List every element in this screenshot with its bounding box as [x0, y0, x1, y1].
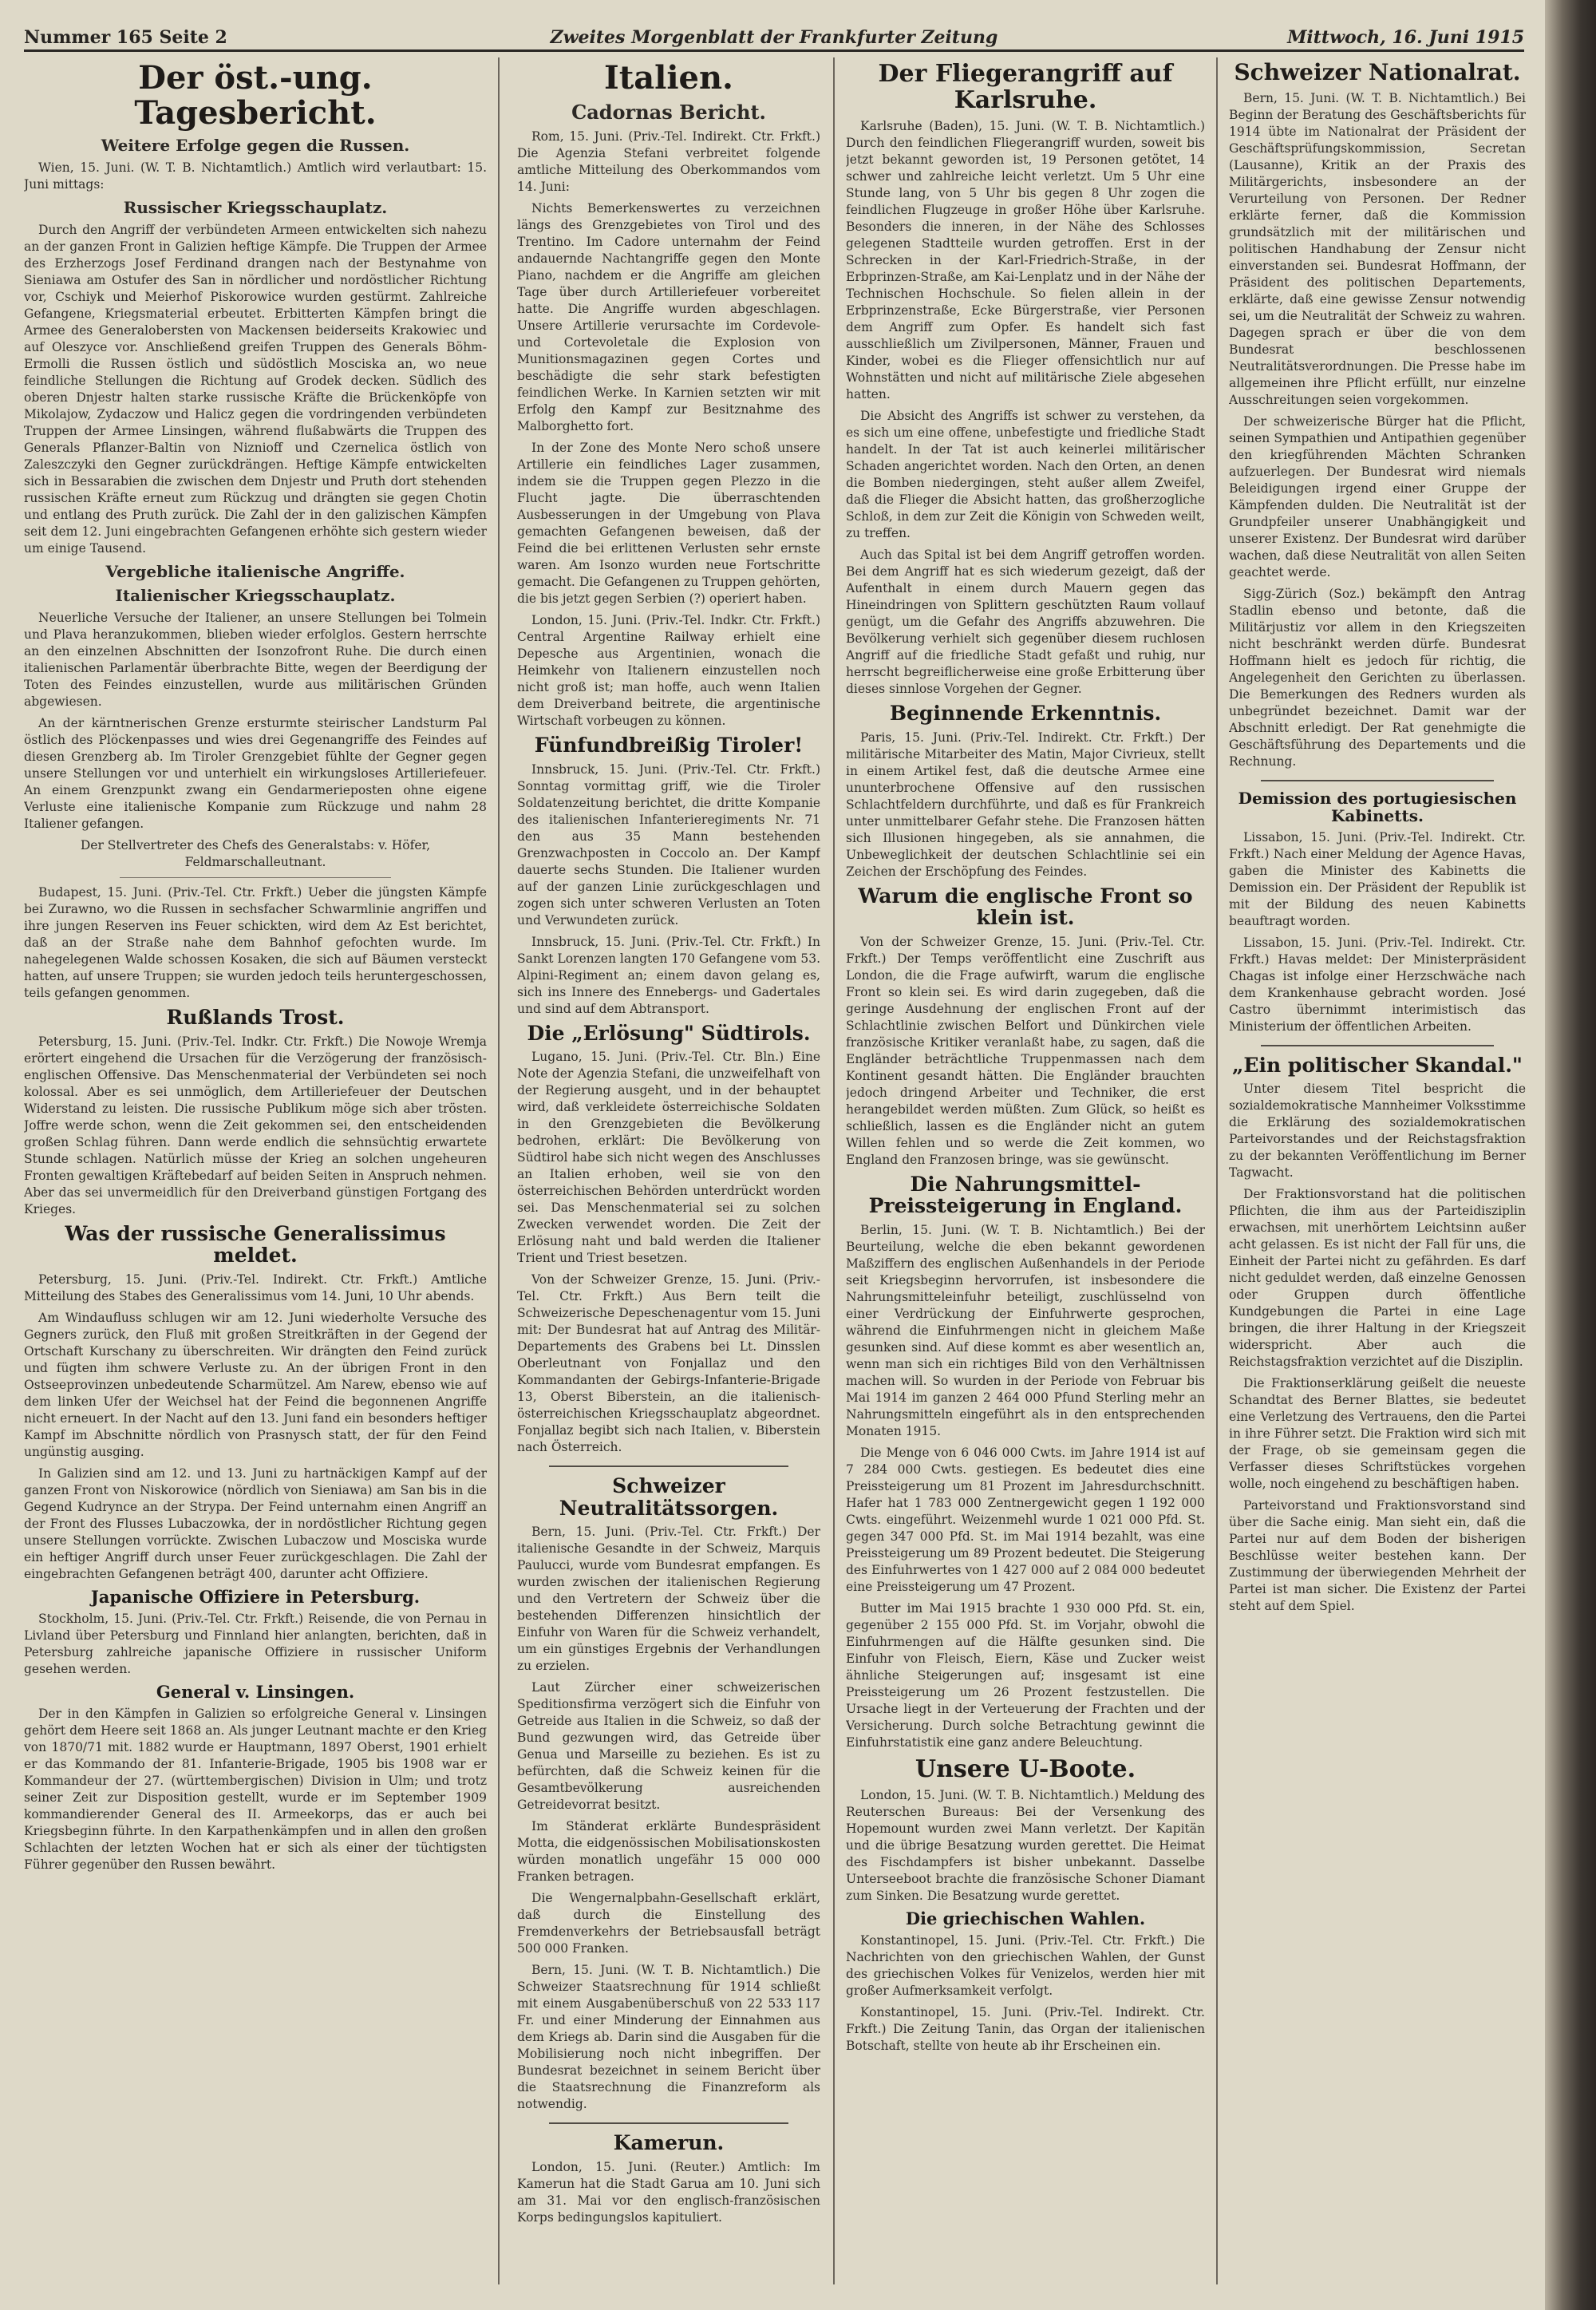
- article-text: Nichts Bemerkenswertes zu verzeichnen längs des Grenzgebietes von Tirol und des Trentino. Im Cadore unternahm der Feind andauernde Nachtangriffe gegen den Monte Piano, nachdem er die Angriffe am gleichen Tage über durch Artilleriefeuer vorbereitet hatte. Die Angriffe wurden abgeschlagen. Unsere Artillerie verursachte im Cordevole- und Cortevoletale die Explosion von Munitionsmagazinen gegen Cortes und beschädigte die sehr stark befestigten feindlichen Werke. In Karnien setzten wir mit Erfolg den Kampf zur Besitznahme des Malborghetto fort.: [517, 201, 820, 433]
- article-subtitle: Cadornas Bericht.: [571, 101, 766, 124]
- article-text: In Galizien sind am 12. und 13. Juni zu hartnäckigen Kampf auf der ganzen Front von Niskorowice (nördlich von Sieniawa) am San bis in die Gegend Kudrynce an der Strypa. Der Feind unternahm einen Angriff an der Front des Flusses Lubaczowka, der in nordöstlicher Richtung gegen unsere Stellungen vorrückte. Zwischen Lubaczow und Mosciska wurde ein heftiger Angriff durch unser Feuer zurückgeschlagen. Die Zahl der eingebrachten Gefangenen beträgt 400, darunter acht Offiziere.: [24, 1466, 487, 1581]
- article-text: Im Ständerat erklärte Bundespräsident Motta, die eidgenössischen Mobilisationskosten würden monatlich ungefähr 15 000 000 Franken betragen.: [517, 1819, 820, 1884]
- signature: Der Stellvertreter des Chefs des Generalstabs: v. Höfer, Feldmarschalleutnant.: [80, 838, 431, 869]
- ornament-divider: [1261, 1045, 1494, 1046]
- ornament-divider: [549, 2122, 788, 2124]
- article-text: Innsbruck, 15. Juni. (Priv.-Tel. Ctr. Frkft.) In Sankt Lorenzen langten 170 Gefangene vom 53. Alpini-Regiment an; einem davon gelang es, sich ins Innere des Ennebergs- und Gadertales und sind auf dem Abtransport.: [517, 934, 820, 1016]
- article-text: Petersburg, 15. Juni. (Priv.-Tel. Indirekt. Ctr. Frkft.) Amtliche Mitteilung des Stabes des Generalissimus vom 14. Juni, 10 Uhr abends.: [24, 1272, 487, 1303]
- article-title: Die griechischen Wahlen.: [905, 1908, 1146, 1928]
- article-text: Sigg-Zürich (Soz.) bekämpft den Antrag Stadlin ebenso und betonte, daß die Militärjustiz vor allem in den Kriegszeiten nicht beschränkt werden dürfe. Bundesrat Hoffmann hielt es jedoch für richtig, die Angelegenheit den Gerichten zu überlassen. Die Bemerkungen des Redners wurden als unbegründet bezeichnet. Damit war der Abschnitt erledigt. Der Rat genehmigte die Geschäftsführung des Departements und die Rechnung.: [1229, 586, 1526, 769]
- column-3: [846, 57, 1205, 2284]
- article-text: Der in den Kämpfen in Galizien so erfolgreiche General v. Linsingen gehört dem Heere seit 1868 an. Als junger Leutnant machte er den Krieg von 1870/71 mit. 1882 wurde er Hauptmann, 1897 Oberst, 1901 erhielt er das Kommando der 81. Infanterie-Brigade, 1905 bis 1908 war er Kommandeur der 27. (württembergischen) Division in Ulm; und trotz seiner Zeit zur Disposition gestellt, wurde er im September 1909 kommandierender General des II. Armeekorps, das er auch bei Kriegsbeginn führte. In den Karpathenkämpfen und in allen den großen Schlachten der letzten Wochen hat er sich als einer der tüchtigsten Führer gegenüber den Russen bewährt.: [24, 1706, 487, 1872]
- article-title: Beginnende Erkenntnis.: [889, 702, 1162, 725]
- article-title: Kamerun.: [613, 2131, 725, 2154]
- article-title: Der Fliegerangriff auf Karlsruhe.: [878, 60, 1173, 114]
- article-text: Lissabon, 15. Juni. (Priv.-Tel. Indirekt. Ctr. Frkft.) Havas meldet: Der Ministerpräsident Chagas ist infolge einer Herzschwäche nach dem Krankenhause gebracht worden. José Castro übernimmt interimistisch das Ministerium der öffentlichen Arbeiten.: [1229, 935, 1526, 1034]
- article-text: Die Wengernalpbahn-Gesellschaft erklärt, daß durch die Einstellung des Fremdenverkehrs der Betriebsausfall beträgt 500 000 Franken.: [517, 1891, 820, 1956]
- article-subtitle: Weitere Erfolge gegen die Russen.: [101, 136, 410, 155]
- article-text: Budapest, 15. Juni. (Priv.-Tel. Ctr. Frkft.) Ueber die jüngsten Kämpfe bei Zurawno, wo die Russen in sechsfacher Schwarmlinie angriffen und ihre jungen Reserven ins Feuer schickten, wird dem Az Est berichtet, daß an der Straße nahe dem Bahnhof gefochten wurde. Im nahegelegenen Walde schossen Kosaken, die sich auf Bäumen versteckt hatten, auf unsere Truppen; sie wurden jedoch teils heruntergeschossen, teils gefangen genommen.: [24, 885, 487, 1000]
- article-text: London, 15. Juni. (W. T. B. Nichtamtlich.) Meldung des Reuterschen Bureaus: Bei der Versenkung des Hopemount wurden zwei Mann verletzt. Der Kapitän und die übrige Besatzung wurden gerettet. Die Heimat des Fischdampfers ist bisher unbekannt. Dasselbe Unterseeboot brachte die französische Schoner Diamant zum Sinken. Die Besatzung wurde gerettet.: [846, 1787, 1205, 1903]
- column-1: [24, 57, 487, 2284]
- column-4: [1229, 57, 1526, 2284]
- article-title: „Ein politischer Skandal.": [1232, 1053, 1523, 1077]
- article-text: Paris, 15. Juni. (Priv.-Tel. Indirekt. Ctr. Frkft.) Der militärische Mitarbeiter des Matin, Major Civrieux, stellt in einem Artikel fest, daß die deutsche Armee eine ununterbrochene Offensive auf den russischen Schlachtfeldern durchführte, und daß es für Frankreich unter unmittelbarer Gefahr stehe. Die Franzosen hätten sich Illusionen hingegeben, als sie annahmen, die Unbeweglichkeit der deutschen Schlachtlinie sei ein Zeichen der Erschöpfung des Feindes.: [846, 730, 1205, 879]
- article-text: Der schweizerische Bürger hat die Pflicht, seinen Sympathien und Antipathien gegenüber den kriegführenden Mächten Schranken aufzuerlegen. Der Bundesrat wird niemals Beleidigungen irgend einer Gruppe der Kämpfenden dulden. Die Neutralität ist der Grundpfeiler unserer Unabhängigkeit und unserer Existenz. Der Bundesrat wird darüber wachen, daß diese Neutralität von allen Seiten geachtet werde.: [1229, 413, 1526, 579]
- article-subtitle: Vergebliche italienische Angriffe.: [105, 562, 405, 581]
- article-text: Stockholm, 15. Juni. (Priv.-Tel. Ctr. Frkft.) Reisende, die von Pernau in Livland über Petersburg und Finnland hier anlangten, berichten, daß in Petersburg zahlreiche japanische Offiziere in russischer Uniform gesehen werden.: [24, 1611, 487, 1676]
- article-text: Von der Schweizer Grenze, 15. Juni. (Priv.-Tel. Ctr. Frkft.) Aus Bern teilt die Schweizerische Depeschenagentur vom 15. Juni mit: Der Bundesrat hat auf Antrag des Militär-Departements des Grabens bei Lt. Dinsslen Oberleutnant von Fonjallaz und den Kommandanten der Gebirgs-Infanterie-Brigade 13, Oberst Biberstein, an die italienisch-österreichischen Kriegsschauplatz abgeordnet. Fonjallaz begibt sich nach Italien, v. Biberstein nach Österreich.: [517, 1272, 820, 1454]
- article-text: Lissabon, 15. Juni. (Priv.-Tel. Indirekt. Ctr. Frkft.) Nach einer Meldung der Agence Havas, gaben die Minister des Kabinetts die Demission ein. Der Präsident der Republik ist mit der Bildung des neuen Kabinetts beauftragt worden.: [1229, 829, 1526, 928]
- section-label: Russischer Kriegsschauplatz.: [123, 198, 388, 217]
- issue-date: Mittwoch, 16. Juni 1915: [1287, 27, 1524, 48]
- book-binding-shadow: [1545, 0, 1596, 2310]
- section-label: Italienischer Kriegsschauplatz.: [115, 586, 396, 605]
- column-rule: [1216, 57, 1218, 2284]
- article-text: Karlsruhe (Baden), 15. Juni. (W. T. B. Nichtamtlich.) Durch den feindlichen Fliegerangriff wurden, soweit bis jetzt bekannt geworden ist, 19 Personen getötet, 14 schwer und zahlreiche leicht verletzt. Um 5 Uhr eine Stunde lang, von 5 Uhr bis gegen 8 Uhr zogen die feindlichen Flugzeuge in großer Höhe über Karlsruhe. Besonders die inneren, in der Nähe des Schlosses gelegenen Stadtteile wurden getroffen. Erst in der Schrecken in der Karl-Friedrich-Straße, in der Erbprinzen-Straße, am Kai-Lenplatz und in der Nähe der Technischen Hochschule. So fielen allein in der Erbprinzenstraße, Ecke Bürgerstraße, vier Personen dem Angriff zum Opfer. Es handelt sich fast ausschließlich um Zivilpersonen, Männer, Frauen und Kinder, wobei es die Flieger offensichtlich nur auf Wohnstätten und nicht auf militärische Ziele abgesehen hatten.: [846, 119, 1205, 401]
- article-text: Konstantinopel, 15. Juni. (Priv.-Tel. Ctr. Frkft.) Die Nachrichten von den griechischen Wahlen, der Gunst des griechischen Volkes für Venizelos, werden hier mit großer Aufmerksamkeit verfolgt.: [846, 1932, 1205, 1998]
- page-number: Nummer 165 Seite 2: [24, 27, 227, 48]
- article-text: Die Absicht des Angriffs ist schwer zu verstehen, da es sich um eine offene, unbefestigte und friedliche Stadt handelt. In der Tat ist auch keinerlei militärischer Schaden angerichtet worden. Nach den Orten, an denen die Bomben niedergingen, steht außer allem Zweifel, daß die Flieger die Absicht hatten, das großherzogliche Schloß, in dem zur Zeit die Königin von Schweden weilt, zu treffen.: [846, 409, 1205, 540]
- article-title: Rußlands Trost.: [166, 1006, 345, 1029]
- article-text: Bern, 15. Juni. (W. T. B. Nichtamtlich.) Bei Beginn der Beratung des Geschäftsberichts für 1914 übte im Nationalrat der Präsident der Geschäftsprüfungskommission, Secretan (Lausanne), Kritik an der Praxis des Militärgerichts, insbesondere an der Verurteilung von Personen. Der Redner erklärte ferner, daß die Kommission grundsätzlich mit der militärischen und politischen Handhabung der Zensur nicht einverstanden sei. Bundesrat Hoffmann, der Präsident des politischen Departements, erklärte, daß eine gewisse Zensur notwendig sei, um die Neutralität der Schweiz zu wahren. Dagegen sprach er über die von dem Bundesrat beschlossenen Neutralitätsverordnungen. Die Presse habe im allgemeinen ihre Pflicht erfüllt, nur einzelne Ausschreitungen seien vorgekommen.: [1229, 90, 1526, 407]
- dateline: Wien, 15. Juni. (W. T. B. Nichtamtlich.) Amtlich wird verlautbart: 15. Juni mittags:: [24, 160, 487, 192]
- article-text: Unter diesem Titel bespricht die sozialdemokratische Mannheimer Volksstimme die Erklärung des sozialdemokratischen Parteivorstandes und der Reichstagsfraktion zu der bekannten Veröffentlichung im Berner Tagwacht.: [1229, 1082, 1526, 1181]
- article-text: Am Windaufluss schlugen wir am 12. Juni wiederholte Versuche des Gegners zurück, den Fluß mit großen Streitkräften in der Gegend der Ortschaft Kurschany zu überschreiten. Wir drängten den Feind zurück und fügten ihm schwere Verluste zu. An der übrigen Front in den Ostseeprovinzen unbedeutende Scharmützel. Am Narew, ebenso wie auf dem linken Ufer der Weichsel hat der Feind die begonnenen Angriffe nicht erneuert. In der Nacht auf den 13. Juni fand ein besonders heftiger Kampf im Abschnitte nördlich von Prasnysch statt, der für den Feind ungünstig ausging.: [24, 1310, 487, 1459]
- separator: [120, 877, 391, 878]
- article-text: Bern, 15. Juni. (W. T. B. Nichtamtlich.) Die Schweizer Staatsrechnung für 1914 schließt mit einem Ausgabenüberschuß von 22 533 117 Fr. und einer Minderung der Einnahmen aus dem Kriegs ab. Darin sind die Ausgaben für die Mobilisierung noch nicht inbegriffen. Der Bundesrat bezeichnet in seinem Bericht über die Staatsrechnung die Finanzreform als notwendig.: [517, 1963, 820, 2111]
- column-rule: [498, 57, 500, 2284]
- article-text: Lugano, 15. Juni. (Priv.-Tel. Ctr. Bln.) Eine Note der Agenzia Stefani, die unzweifelhaft von der Regierung ausgeht, und in der behauptet wird, daß verkleidete österreichische Soldaten in den Grenzgebieten die Bevölkerung bedrohen, erklärt: Die Bevölkerung von Südtirol habe sich nicht wegen des Anschlusses an Italien erhoben, weil sie von den österreichischen Behörden unterdrückt worden sei. Das Menschenmaterial sei zu solchen Zwecken verwendet worden. Die Zeit der Erlösung naht und bald werden die Italiener Trient und Triest besetzen.: [517, 1050, 820, 1265]
- article-text: Die Fraktionserklärung geißelt die neueste Schandtat des Berner Blattes, sie bedeutet eine Verletzung des Vertrauens, den die Partei in ihre Führer setzt. Die Fraktion wird sich mit der Frage, ob sie gemeinsam gegen die Verfasser dieses Schriftstückes vorgehen wolle, noch eingehend zu beschäftigen haben.: [1229, 1376, 1526, 1492]
- masthead-title: Zweites Morgenblatt der Frankfurter Zeitung: [550, 27, 998, 48]
- article-title: Italien.: [604, 59, 733, 97]
- article-title: Schweizer Neutralitätssorgen.: [559, 1474, 779, 1520]
- article-text: Parteivorstand und Fraktionsvorstand sind über die Sache einig. Man sieht ein, daß die Partei nur auf dem Boden der bisherigen Beschlüsse weiter bestehen kann. Der Zustimmung der überwiegenden Mehrheit der Partei ist man sicher. Die Existenz der Partei steht auf dem Spiel.: [1229, 1498, 1526, 1614]
- article-text: Konstantinopel, 15. Juni. (Priv.-Tel. Indirekt. Ctr. Frkft.) Die Zeitung Tanin, das Organ der italienischen Botschaft, stellte von heute ab ihr Erscheinen ein.: [846, 2004, 1205, 2053]
- article-text: Berlin, 15. Juni. (W. T. B. Nichtamtlich.) Bei der Beurteilung, welche die eben bekannt gewordenen Maßziffern des englischen Außenhandels in der Periode seit Kriegsbeginn hervorrufen, ist insbesondere die Nahrungsmitteleinfuhr beteiligt, zuschlüsselnd von einer Verdrückung der Einfuhrwerte gesprochen, während die Einfuhrmengen nicht in gleichem Maße gesunken sind. Auf diese kommt es aber wesentlich an, wenn man sich ein richtiges Bild von den Verhältnissen machen will. So wurden in der Periode von Februar bis Mai 1914 im ganzen 2 464 000 Pfund Sterling mehr an Nahrungsmitteln eingeführt als in den entsprechenden Monaten 1915.: [846, 1222, 1205, 1438]
- article-text: Durch den Angriff der verbündeten Armeen entwickelten sich nahezu an der ganzen Front in Galizien heftige Kämpfe. Die Truppen der Armee des Erzherzogs Josef Ferdinand drangen nach der Bestynahme von Sieniawa am Ostufer des San in nördlicher und nordöstlicher Richtung vor, Cschiyk und Meierhof Piskorowice wurden gestürmt. Zahlreiche Gefangene, Kriegsmaterial erbeutet. Erbitterten Kämpfen bringt die Armee des Generalobersten von Mackensen beiderseits Krakowiec und auf Oleszyce vor. Anschließend greifen Truppen des Generals Böhm-Ermolli die Russen östlich und südöstlich Mosciska an, wo neue feindliche Stellungen die Richtung auf Grodek decken. Südlich des oberen Dnjestr halten starke russische Kräfte die Brückenköpfe von Mikolajow, Zydaczow und Halicz gegen die vordringenden verbündeten Truppen der Armee Linsingen, während flußabwärts die Truppen des Generals Pflanzer-Baltin von Niznioff und Czernelica östlich von Zaleszczyki den Gegner zurückdrängen. Heftige Kämpfe entwickelten sich in Bessarabien die zwischen dem Dnjestr und Pruth dort stehenden russischen Kräfte erneut zum Rückzug und drängten sie gegen Chotin und entlang des Pruth zurück. Die Zahl der in den galizischen Kämpfen seit dem 12. Juni eingebrachten Gefangenen erhöhte sich gestern wieder um einige Tausend.: [24, 223, 487, 556]
- article-title: Der öst.-ung. Tagesbericht.: [134, 59, 377, 132]
- article-text: Der Fraktionsvorstand hat die politischen Pflichten, die ihm aus der Parteidisziplin erwachsen, mit unerhörtem Leichtsinn außer acht gelassen. Es ist nicht der Fall für uns, die Einheit der Partei nicht zu gefährden. Es darf nicht geduldet werden, daß einzelne Genossen oder Gruppen durch öffentliche Kundgebungen die Partei in eine Lage bringen, die ihrer Haltung in der Kriegszeit widerspricht. Aber auch die Reichstagsfraktion verzichtet auf die Disziplin.: [1229, 1187, 1526, 1370]
- article-text: In der Zone des Monte Nero schoß unsere Artillerie ein feindliches Lager zusammen, indem sie die Truppen gegen Plezzo in die Flucht jagte. Die überraschtenden Ausbesserungen in der Umgebung von Plava gemachten Gefangenen beweisen, daß der Feind die bei erlittenen Verlusten sehr ernste waren. Am Isonzo wurden neue Fortschritte gemacht. Die Gefangenen zu Truppen gehörten, die bis jetzt gegen Serbien (?) operiert haben.: [517, 441, 820, 606]
- ornament-divider: [1261, 780, 1494, 781]
- article-text: An der kärntnerischen Grenze ersturmte steirischer Landsturm Pal östlich des Plöckenpasses und wies drei Gegenangriffe des Feindes auf diesen Grenzberg ab. Im Tiroler Grenzgebiet fühlte der Gegner gegen unsere Stellungen vor und unterhielt ein wirkungsloses Artilleriefeuer. An einem Grenzpunkt zwang ein Gendarmerieposten ohne eigene Verluste eine italienische Kompanie zum Rückzuge und nahm 28 Italiener gefangen.: [24, 716, 487, 831]
- article-text: Die Menge von 6 046 000 Cwts. im Jahre 1914 ist auf 7 284 000 Cwts. gestiegen. Es bedeutet dies eine Preissteigerung um 81 Prozent im Jahresdurchschnitt. Hafer hat 1 783 000 Zentnergewicht gegen 1 192 000 Cwts. eingeführt. Weizenmehl wurde 1 021 000 Pfd. St. gegen 347 000 Pfd. St. im Mai 1914 bezahlt, was eine Preissteigerung um 89 Prozent bedeutet. Die Steigerung des Einfuhrwertes von 1 427 000 auf 2 084 000 bedeutet eine Preissteigerung um 47 Prozent.: [846, 1445, 1205, 1594]
- article-title: Demission des portugiesischen Kabinetts.: [1238, 788, 1517, 825]
- article-text: Innsbruck, 15. Juni. (Priv.-Tel. Ctr. Frkft.) Sonntag vormittag griff, wie die Tiroler Soldatenzeitung berichtet, die dritte Kompanie des italienischen Infanterieregiments Nr. 71 den aus 35 Mann bestehenden Grenzwachposten in Coccolo an. Der Kampf dauerte sechs Stunden. Die Italiener wurden auf der ganzen Linie zurückgeschlagen und zogen sich unter schweren Verlusten an Toten und Verwundeten zurück.: [517, 761, 820, 928]
- article-text: Von der Schweizer Grenze, 15. Juni. (Priv.-Tel. Ctr. Frkft.) Der Temps veröffentlicht eine Zuschrift aus London, die die Frage aufwirft, warum die englische Front so klein sei. Es wird darin zugegeben, daß die geringe Ausdehnung der englischen Front auf der Schlachtlinie zwischen Belfort und Dünkirchen viele französische Kritiker veranlaßt habe, zu sagen, daß die Engländer beträchtliche Truppenmassen nach dem Kontinent gesandt hätten. Die Engländer brauchten jedoch dringend Arbeiter und Techniker, die erst herangebildet werden müßten. Zum Glück, so heißt es schließlich, lassen es die Engländer nicht an gutem Willen fehlen und so werde die Zeit kommen, wo England den Franzosen bringe, was sie gewünscht.: [846, 934, 1205, 1167]
- article-title: Warum die englische Front so klein ist.: [858, 884, 1193, 929]
- article-title: Die Nahrungsmittel-Preissteigerung in England.: [868, 1172, 1183, 1217]
- ornament-divider: [549, 1466, 788, 1467]
- running-head: [24, 27, 1524, 52]
- article-text: Laut Zürcher einer schweizerischen Speditionsfirma verzögert sich die Einfuhr von Getreide aus Italien in die Schweiz, so daß der Bund gezwungen wird, das Getreide über Genua und Marseille zu beziehen. Es ist zu befürchten, daß die Schweiz keinen für die Gesamtbevölkerung ausreichenden Getreidevorrat besitzt.: [517, 1680, 820, 1812]
- article-title: Die „Erlösung" Südtirols.: [527, 1021, 811, 1045]
- article-title: Was der russische Generalissimus meldet.: [65, 1221, 446, 1267]
- article-title: Japanische Offiziere in Petersburg.: [90, 1586, 421, 1607]
- article-title: Unsere U-Boote.: [915, 1754, 1136, 1783]
- article-text: London, 15. Juni. (Priv.-Tel. Indkr. Ctr. Frkft.) Central Argentine Railway erhielt eine Depesche aus Argentinien, wonach die Heimkehr von Italienern einzustellen noch nicht groß ist; man hoffe, auch wenn Italien dem Dreiverband beitrete, die argentinische Wirtschaft vorbeugen zu können.: [517, 613, 820, 728]
- article-text: Butter im Mai 1915 brachte 1 930 000 Pfd. St. ein, gegenüber 2 155 000 Pfd. St. im Vorjahr, obwohl die Einfuhrmengen auf die Hälfte gesunken sind. Die Einfuhr von Fleisch, Eiern, Käse und Zucker weist ähnliche Steigerungen auf; insgesamt ist eine Preissteigerung um 26 Prozent festzustellen. Die Ursache liegt in der Verteuerung der Frachten und der Versicherung. Durch solche Betrachtung gewinnt die Einfuhrstatistik eine ganz andere Beleuchtung.: [846, 1600, 1205, 1750]
- article-text: Auch das Spital ist bei dem Angriff getroffen worden. Bei dem Angriff hat es sich wiederum gezeigt, daß der Aufenthalt in einem durch Mauern gegen das Hineindringen von Splittern geschützten Raum vollauf genügt, um die Gefahr des Angriffs abzuwehren. Die Bevölkerung verhielt sich gegenüber diesem ruchlosen Angriff auf die friedliche Stadt gefaßt und ruhig, nur herrscht begreiflicherweise eine große Erbitterung über dieses sinnlose Vorgehen der Gegner.: [846, 548, 1205, 696]
- column-2: [517, 57, 820, 2284]
- article-text: Petersburg, 15. Juni. (Priv.-Tel. Indkr. Ctr. Frkft.) Die Nowoje Wremja erörtert eingehend die Ursachen für die Verzögerung der französisch-englischen Offensive. Das Menschenmaterial der Verbündeten sei noch kolossal. Aber es sei unmöglich, dem Artilleriefeuer der Deutschen Widerstand zu leisten. Die russische Publikum möge sich aber trösten. Joffre werde schon, wenn die Zeit gekommen sei, den entscheidenden großen Schlag führen. Dann werde endlich die sehnsüchtig erwartete Stunde schlagen. Natürlich müsse der Krieg an solchen ungeheuren Fronten gewaltigen Kräftebedarf auf beiden Seiten in Anspruch nehmen. Aber das sei unvermeidlich für den Dreiverband günstigen Fortgang des Krieges.: [24, 1034, 487, 1216]
- article-title: General v. Linsingen.: [156, 1681, 355, 1702]
- article-text: London, 15. Juni. (Reuter.) Amtlich: Im Kamerun hat die Stadt Garua am 10. Juni sich am 31. Mai vor den englisch-französischen Korps bedingungslos kapituliert.: [517, 2159, 820, 2225]
- article-text: Bern, 15. Juni. (Priv.-Tel. Ctr. Frkft.) Der italienische Gesandte in der Schweiz, Marquis Paulucci, wurde vom Bundesrat empfangen. Es wurden zwischen der italienischen Regierung und den Vertretern der Schweiz über die bestehenden Differenzen hinsichtlich der Einfuhr von Waren für die Schweiz verhandelt, um ein günstiges Ergebnis der Verhandlungen zu erzielen.: [517, 1525, 820, 1673]
- column-rule: [833, 57, 835, 2284]
- dateline: Rom, 15. Juni. (Priv.-Tel. Indirekt. Ctr. Frkft.) Die Agenzia Stefani verbreitet folgende amtliche Mitteilung des Oberkommandos vom 14. Juni:: [517, 129, 820, 194]
- article-title: Fünfundbreißig Tiroler!: [534, 734, 804, 757]
- article-title: Schweizer Nationalrat.: [1234, 59, 1521, 85]
- article-text: Neuerliche Versuche der Italiener, an unsere Stellungen bei Tolmein und Plava heranzukommen, blieben wieder erfolglos. Gestern herrschte an den einzelnen Abschnitten der Isonzofront Ruhe. Die durch einen italienischen Parlamentär überbrachte Bitte, wegen der Beerdigung der Toten des Feindes einzustellen, wurde aus militärischen Gründen abgewiesen.: [24, 611, 487, 709]
